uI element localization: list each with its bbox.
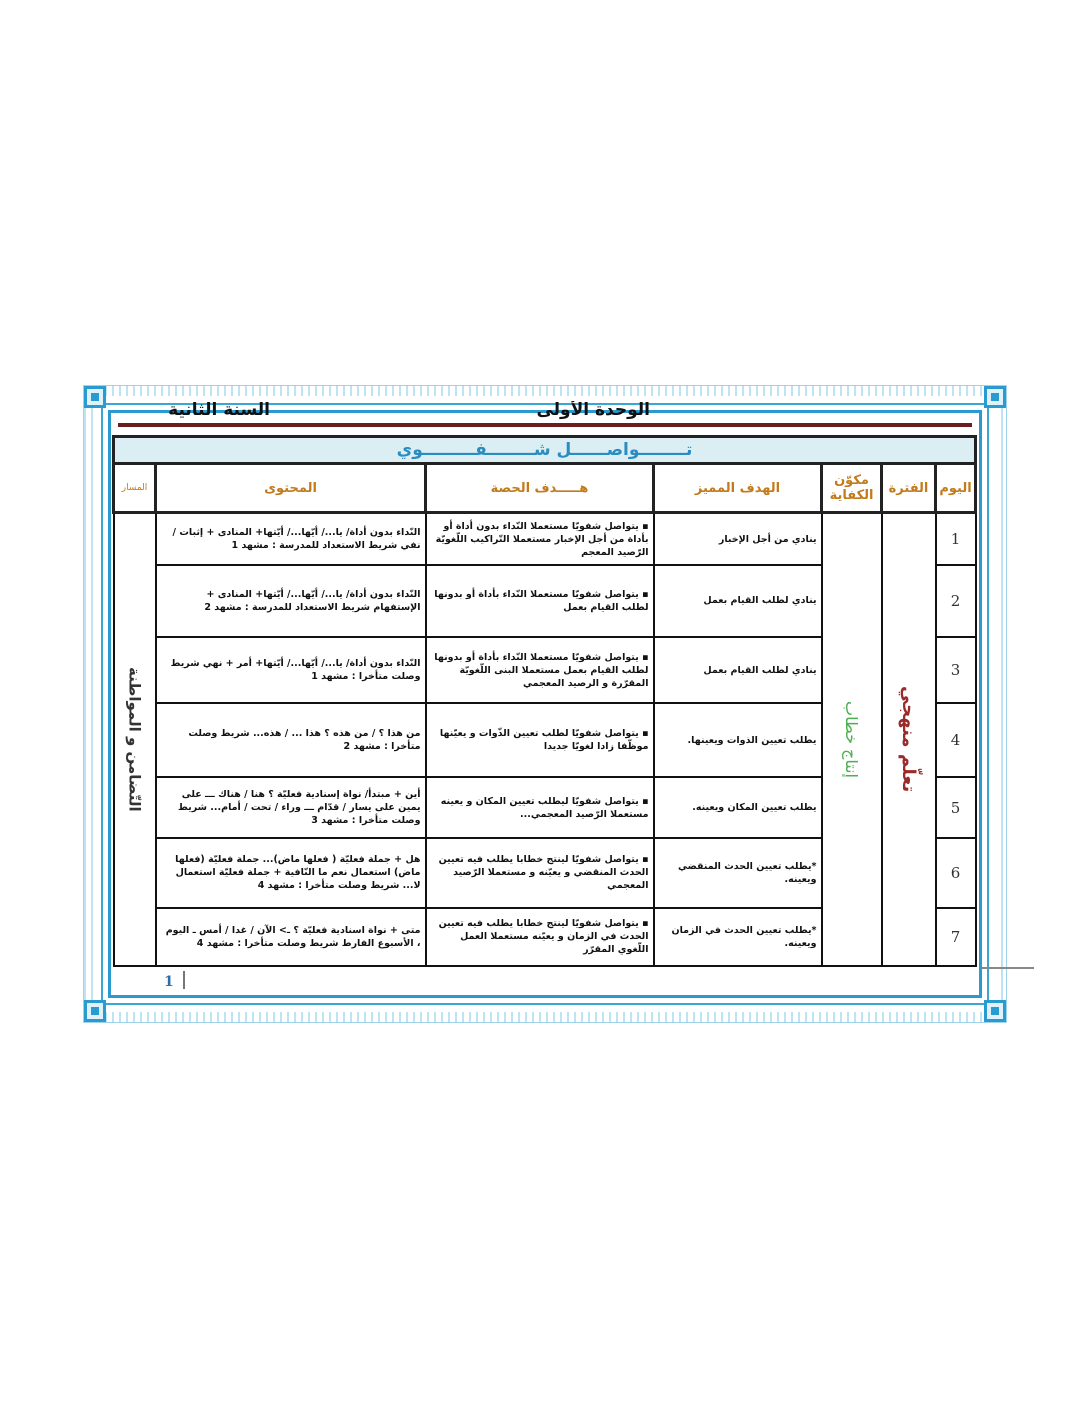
- goal-cell: ▪ يتواصل شفويّا ليطلب تعيين المكان و يعينه مستعملا الرّصيد المعجمي...: [426, 777, 654, 837]
- content-cell: من هذا ؟ / من هذه ؟ هذا ... / هذه... شريط وصلت متأخرا : مشهد 2: [156, 703, 426, 777]
- content-cell: النّداء بدون أداة/ يا.../ أيّها.../ أيّتها+ المنادى + الإستفهام شريط الاستعداد للمدرسة : مشهد 2: [156, 565, 426, 637]
- corner-ornament-bottom-left: [84, 1000, 106, 1022]
- period-value: تعلّم منهجي: [898, 686, 920, 793]
- content-cell: متى + نواة اسنادية فعليّة ؟ ـ> الآن / غدا / أمس ـ اليوم ، الأسبوع الفارط شريط وصلت متأخرا : مشهد 4: [156, 908, 426, 966]
- day-number: 3: [936, 637, 976, 703]
- content-cell: هل + جملة فعليّة ( فعلها ماض)... جملة فعليّة (فعلها ماض) استعمال نعم ما النّافية + جملة فعليّة استعمال لا... شريط وصلت متأخرا : مشهد 4: [156, 838, 426, 908]
- margin-line: [982, 967, 1034, 969]
- column-header-track: المسار: [114, 464, 156, 513]
- column-header-day: اليوم: [936, 464, 976, 513]
- target-cell: يطلب تعيين الذوات ويعينها.: [654, 703, 822, 777]
- track-value: التّضامن و المواطنة: [125, 667, 144, 812]
- target-cell: ينادي لطلب القيام بعمل: [654, 565, 822, 637]
- column-header-period: الفترة: [882, 464, 936, 513]
- table-row: [114, 513, 976, 565]
- column-header-target: الهدف المميز: [654, 464, 822, 513]
- track-merged-cell: [114, 513, 156, 966]
- goal-cell: ▪ يتواصل شفويّا لطلب تعيين الذّوات و يعيّنها موظّفا زادا لغويّا جديدا: [426, 703, 654, 777]
- column-header-competence: مكوّن الكفاية: [822, 464, 882, 513]
- competence-merged-cell: [822, 513, 882, 966]
- grade-title: السنة الثانية: [168, 401, 270, 420]
- target-cell: *يطلب تعيين الحدث في الزمان ويعينه.: [654, 908, 822, 966]
- period-merged-cell: [882, 513, 936, 966]
- target-cell: *يطلب تعيين الحدث المنقضي ويعينه.: [654, 838, 822, 908]
- day-number: 5: [936, 777, 976, 837]
- corner-ornament-top-left: [84, 386, 106, 408]
- page-number: 1: [164, 974, 174, 990]
- target-cell: ينادي لطلب القيام بعمل: [654, 637, 822, 703]
- goal-cell: ▪ يتواصل شفويّا مستعملا النّداء بدون أداة أو بأداة من أجل الإخبار مستعملا التّراكيب اللّغويّة الرّصيد المعجم: [426, 513, 654, 565]
- goal-cell: ▪ يتواصل شفويّا لينتج خطابا يطلب فيه تعيين الحدث المنقضي و يعيّنه و مستعملا الرّصيد المعجمي: [426, 838, 654, 908]
- competence-value: إنتاج خطاب: [842, 701, 862, 779]
- target-cell: ينادي من أجل الإخبار: [654, 513, 822, 565]
- lesson-plan-table: [112, 435, 977, 967]
- content-cell: النّداء بدون أداة/ يا.../ أيّها.../ أيّتها+ أمر + نهي شريط وصلت متأخرا : مشهد 1: [156, 637, 426, 703]
- goal-cell: ▪ يتواصل شفويّا مستعملا النّداء بأداة أو بدونها لطلب القيام بعمل: [426, 565, 654, 637]
- content-cell: أين + مبتدأ/ نواة إسنادية فعليّة ؟ هنا / هناك ـــ على يمين على يسار / قدّام ـــ وراء / تحت / أمام... شريط وصلت متأخرا : مشهد 3: [156, 777, 426, 837]
- goal-cell: ▪ يتواصل شفويّا لينتج خطابا يطلب فيه تعيين الحدث في الزمان و يعيّنه مستعملا العمل اللّغوي المقرّر: [426, 908, 654, 966]
- corner-ornament-bottom-right: [984, 1000, 1006, 1022]
- corner-ornament-top-right: [984, 386, 1006, 408]
- day-number: 7: [936, 908, 976, 966]
- day-number: 1: [936, 513, 976, 565]
- column-header-content: المحتوى: [156, 464, 426, 513]
- day-number: 6: [936, 838, 976, 908]
- day-number: 4: [936, 703, 976, 777]
- target-cell: يطلب تعيين المكان ويعينه.: [654, 777, 822, 837]
- header-rule: [118, 423, 972, 427]
- page-number-separator: [183, 971, 185, 989]
- content-cell: النّداء بدون أداة/ يا.../ أيّها.../ أيّتها+ المنادى + إثبات / نفي شريط الاستعداد للمدرسة : مشهد 1: [156, 513, 426, 565]
- day-number: 2: [936, 565, 976, 637]
- goal-cell: ▪ يتواصل شفويّا مستعملا النّداء بأداة أو بدونها لطلب القيام بعمل مستعملا البنى اللّغويّة المقرّرة و الرصيد المعجمي: [426, 637, 654, 703]
- column-header-lesson-goal: هـــــدف الحصة: [426, 464, 654, 513]
- unit-title: الوحدة الأولى: [536, 401, 650, 420]
- section-title: تــــــــواصــــــل شــــــــفـــــــــوي: [114, 437, 976, 464]
